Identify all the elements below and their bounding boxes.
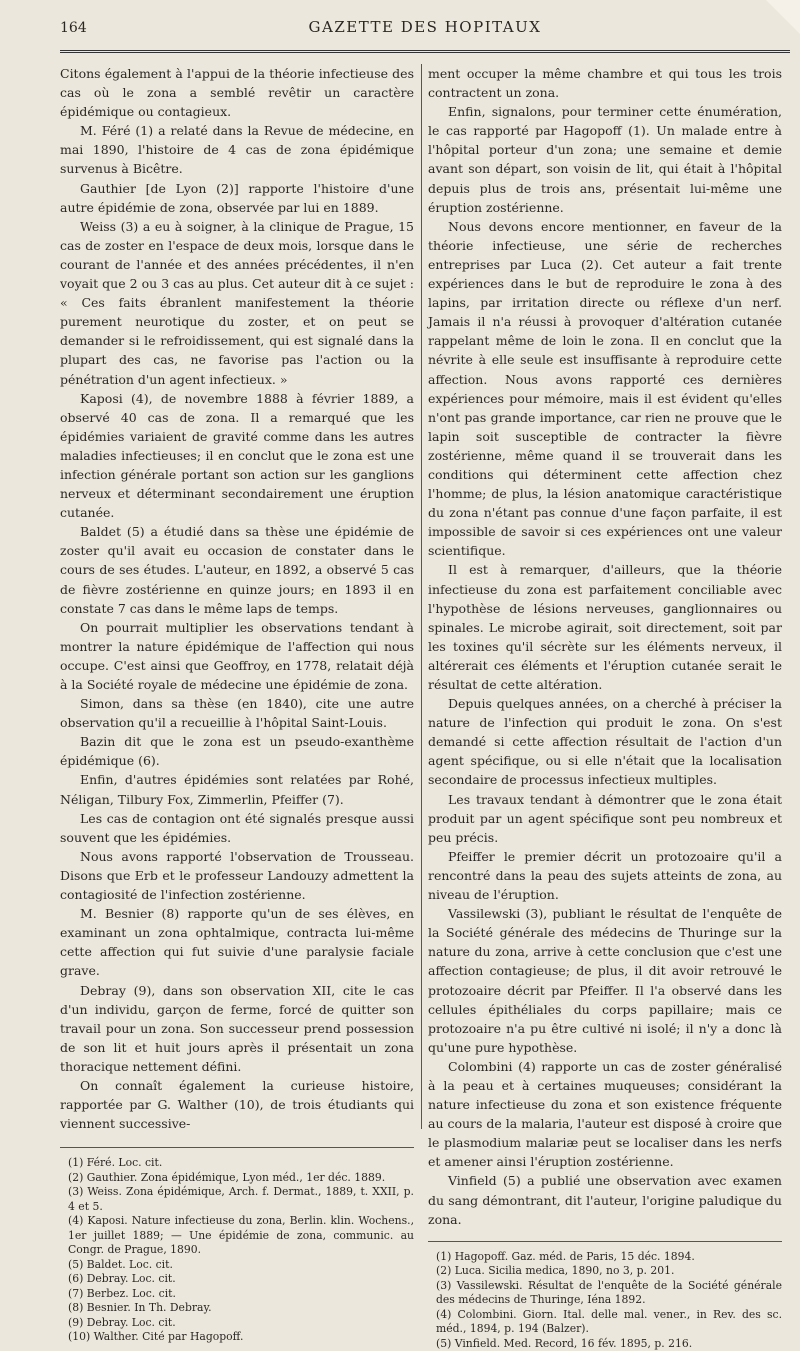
footnote: (10) Walther. Cité par Hagopoff. [68,1330,244,1344]
header-double-rule [60,50,790,53]
paragraph: Gauthier [de Lyon (2)] rapporte l'histoire d'une autre épidémie de zona, observée par lui en 1889. [60,180,414,215]
footnote: (1) Féré. Loc. cit. [68,1156,163,1170]
paragraph: Simon, dans sa thèse (en 1840), cite une autre observation qu'il a recueillie à l'hôpital Saint-Louis. [60,696,414,731]
paragraph: Les travaux tendant à démontrer que le zona était produit par un agent spécifique sont peu nombreux et peu précis. [428,791,782,845]
page-header [60,16,790,56]
paragraph: M. Besnier (8) rapporte qu'un de ses élèves, en examinant un zona ophtalmique, contracta lui-même cette affection qui fut suivie d'une paralysie faciale grave. [60,906,414,979]
footnote: (1) Hagopoff. Gaz. méd. de Paris, 15 déc. 1894. [436,1249,695,1263]
paragraph: Enfin, d'autres épidémies sont relatées par Rohé, Néligan, Tilbury Fox, Zimmerlin, Pfeiffer (7). [60,772,414,807]
footnote: (7) Berbez. Loc. cit. [68,1286,176,1300]
footnote: (2) Gauthier. Zona épidémique, Lyon méd., 1er déc. 1889. [68,1170,386,1184]
paragraph: Baldet (5) a étudié dans sa thèse une épidémie de zoster qu'il avait eu occasion de constater dans le cours de ses études. L'auteur, en 1892, a observé 5 cas de fièvre zostérienne en quinze jours; en 1893 il en constate 7 cas dans le même laps de temps. [60,524,414,616]
paragraph: On connaît également la curieuse histoire, rapportée par G. Walther (10), de trois étudiants qui viennent successive- [60,1077,414,1132]
footnote: (3) Weiss. Zona épidémique, Arch. f. Dermat., 1889, t. XXII, p. 4 et 5. [68,1185,414,1213]
paragraph: Pfeiffer le premier décrit un protozoaire qu'il a rencontré dans la peau des sujets atteints de zona, au niveau de l'éruption. [428,848,782,903]
paragraph: Vinfield (5) a publié une observation avec examen du sang démontrant, dit l'auteur, l'origine paludique du zona. [428,1173,782,1227]
paragraph: Citons également à l'appui de la théorie infectieuse des cas où le zona a semblé revêtir un caractère épidémique ou contagieux. [60,66,414,120]
paragraph: ment occuper la même chambre et qui tous les trois contractent un zona. [428,66,782,101]
paragraph: Enfin, signalons, pour terminer cette énumération, le cas rapporté par Hagopoff (1). Un malade entre à l'hôpital porteur d'un zona; une semaine et demie avant son départ, son voisin de lit, qui était à l'hôpital depuis plus de trois ans, présentait lui-même une éruption zostérienne. [428,104,782,215]
footnote: (2) Luca. Sicilia medica, 1890, no 3, p. 201. [436,1264,675,1278]
paragraph: Depuis quelques années, on a cherché à préciser la nature de l'infection qui produit le zona. On s'est demandé si cette affection résultait de l'action d'un agent spécifique, ou si elle n'était que la localisation secondaire de processus infectieux multiples. [428,696,782,788]
right-footnotes [428,1241,782,1351]
paragraph: Kaposi (4), de novembre 1888 à février 1889, a observé 40 cas de zona. Il a remarqué que les épidémies variaient de gravité comme dans les autres maladies infectieuses; il en conclut que le zona est une infection générale portant son action sur les ganglions nerveux et déterminant secondairement une éruption cutanée. [60,390,414,521]
left-footnotes [60,1147,414,1345]
column-divider [421,64,422,1129]
footnote: (3) Vassilewski. Résultat de l'enquête de la Société générale des médecins de Thuringe, Iéna 1892. [436,1278,782,1307]
paragraph: M. Féré (1) a relaté dans la Revue de médecine, en mai 1890, l'histoire de 4 cas de zona épidémique survenus à Bicêtre. [60,123,414,177]
paragraph: Nous avons rapporté l'observation de Trousseau. Disons que Erb et le professeur Landouzy admettent la contagiosité de l'infection zostérienne. [60,848,414,903]
paragraph: Colombini (4) rapporte un cas de zoster généralisé à la peau et à certaines muqueuses; considérant la nature infectieuse du zona et son existence fréquente au cours de la malaria, l'auteur est disposé à croire que le plasmodium malariæ peut se localiser dans les nerfs et amener ainsi l'éruption zostérienne. [428,1058,782,1170]
paragraph: Weiss (3) a eu à soigner, à la clinique de Prague, 15 cas de zoster en l'espace de deux mois, lorsque dans le courant de l'année et des années précédentes, il n'en voyait que 2 ou 3 cas au plus. Cet auteur dit à ce sujet : « Ces faits ébranlent manifestement la théorie purement neurotique du zoster, et on peut se demander si le refroidissement, qui est signalé dans la plupart des cas, ne favorise pas l'action ou la pénétration d'un agent infectieux. » [60,218,414,387]
left-column [60,64,414,1345]
footnote: (9) Debray. Loc. cit. [68,1315,176,1329]
journal-title: GAZETTE DES HOPITAUX [308,18,542,36]
footnote: (4) Colombini. Giorn. Ital. delle mal. vener., in Rev. des sc. méd., 1894, p. 194 (Balzer). [436,1307,782,1336]
footnote: (8) Besnier. In Th. Debray. [68,1301,212,1315]
paragraph: Les cas de contagion ont été signalés presque aussi souvent que les épidémies. [60,810,414,845]
paragraph: Bazin dit que le zona est un pseudo-exanthème épidémique (6). [60,734,414,769]
footnote: (5) Baldet. Loc. cit. [68,1257,173,1271]
paragraph: Debray (9), dans son observation XII, cite le cas d'un individu, garçon de ferme, forcé de quitter son travail pour un zona. Son successeur prend possession de son lit et huit jours après il présentait un zona thoracique nettement défini. [60,982,414,1074]
right-column [428,64,782,1351]
footnote: (4) Kaposi. Nature infectieuse du zona, Berlin. klin. Wochens., 1er juillet 1889; — Une épidémie de zona, communic. au Congr. de Prague, 1890. [68,1214,414,1257]
page-number: 164 [60,20,87,36]
footnote: (5) Vinfield. Med. Record, 16 fév. 1895, p. 216. [436,1336,693,1350]
paragraph: Nous devons encore mentionner, en faveur de la théorie infectieuse, une série de recherches entreprises par Luca (2). Cet auteur a fait trente expériences dans le but de reproduire le zona à des lapins, par irritation directe ou réflexe d'un nerf. Jamais il n'a réussi à provoquer d'altération cutanée rappelant même de loin le zona. Il en conclut que la névrite à elle seule est insuffisante à reproduire cette affection. Nous avons rapporté ces dernières expériences pour mémoire, mais il est évident qu'elles n'ont pas grande importance, car rien ne prouve que le lapin soit susceptible de contracter la fièvre zostérienne, même quand il se trouverait dans les conditions qui déterminent cette affection chez l'homme; de plus, la lésion anatomique caractéristique du zona n'étant pas connue d'une façon parfaite, il est impossible de savoir si ces expériences ont une valeur scientifique. [428,218,782,559]
paragraph: Il est à remarquer, d'ailleurs, que la théorie infectieuse du zona est parfaitement conciliable avec l'hypothèse de lésions nerveuses, ganglionnaires ou spinales. Le microbe agirait, soit directement, soit par les toxines qu'il sécrète sur les éléments nerveux, il altérerait ces éléments et l'éruption cutanée serait le résultat de cette altération. [428,562,782,692]
footnote: (6) Debray. Loc. cit. [68,1272,176,1286]
paragraph: Vassilewski (3), publiant le résultat de l'enquête de la Société générale des médecins de Thuringe sur la nature du zona, arrive à cette conclusion que c'est une affection contagieuse; de plus, il dit avoir retrouvé le protozoaire décrit par Pfeiffer. Il l'a observé dans les cellules épithéliales du corps papillaire; mais ce protozoaire n'a pu être cultivé ni isolé; il n'y a donc là qu'une pure hypothèse. [428,906,782,1055]
paragraph: On pourrait multiplier les observations tendant à montrer la nature épidémique de l'affection qui nous occupe. C'est ainsi que Geoffroy, en 1778, relatait déjà à la Société royale de médecine une épidémie de zona. [60,619,414,692]
